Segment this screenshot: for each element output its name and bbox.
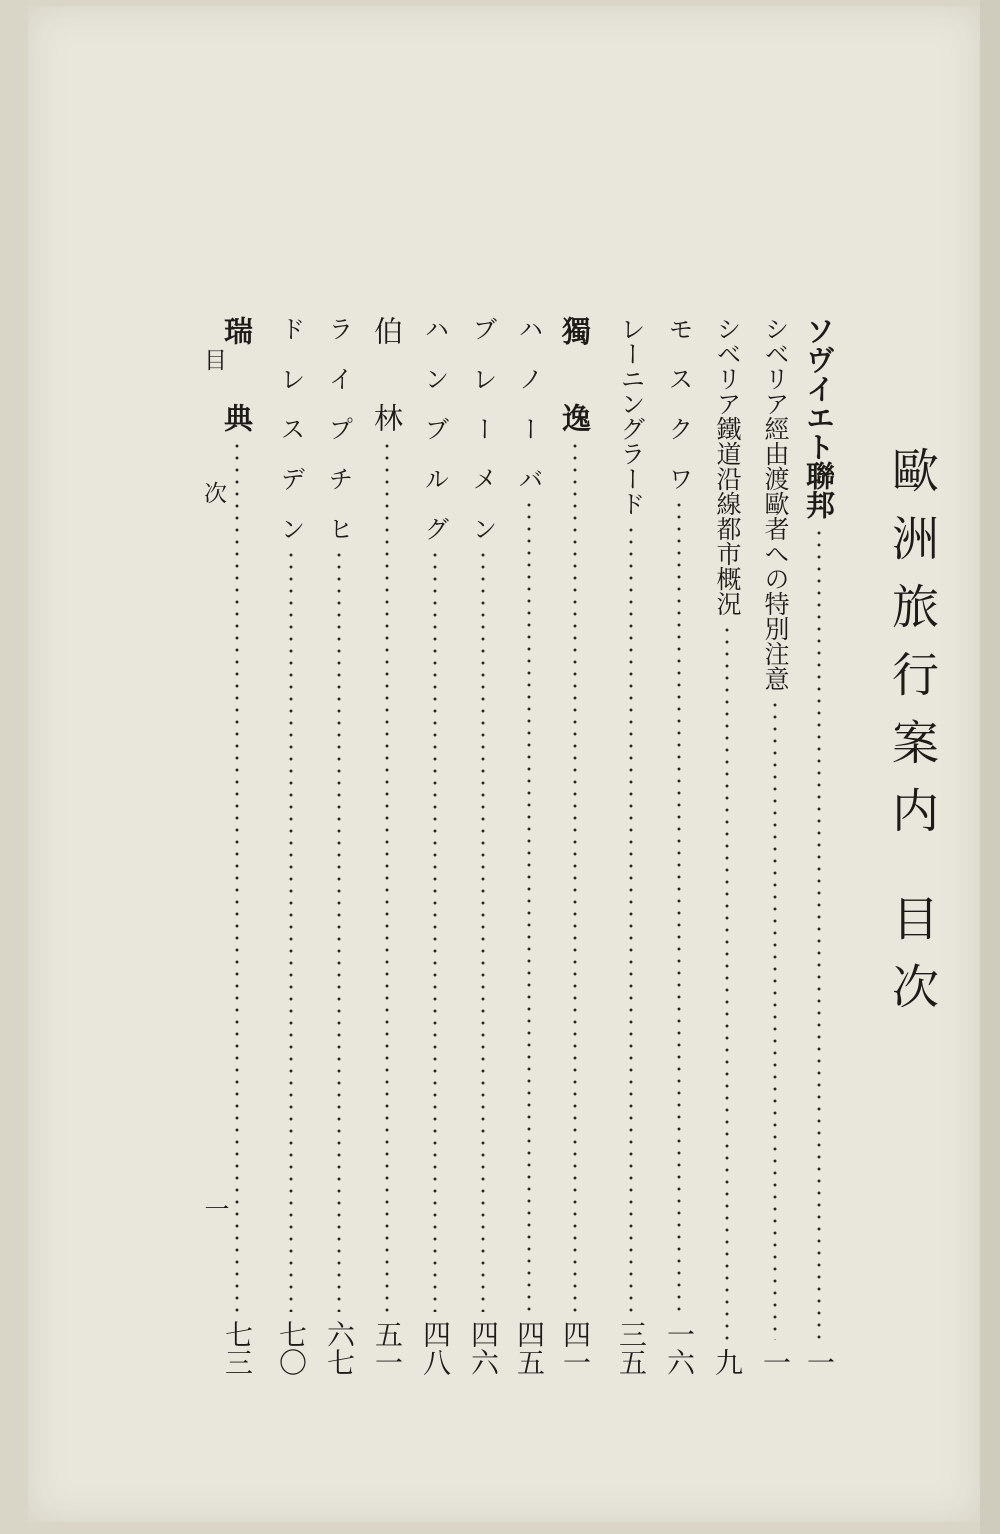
- page-edge: [980, 0, 1000, 1534]
- toc-page-number: 一: [803, 1348, 836, 1376]
- toc-page-number: 四八: [419, 1320, 452, 1376]
- toc-entry-siberia-notice[interactable]: [756, 316, 794, 1376]
- dot-leader: [629, 524, 633, 1312]
- toc-entry-soviet[interactable]: [800, 316, 838, 1376]
- dot-leader: [773, 699, 777, 1340]
- toc-entry-hannover[interactable]: [510, 316, 548, 1376]
- title-main: 歐洲旅行案内: [884, 446, 939, 854]
- toc-label: シベリア鐵道沿線都市概況: [713, 316, 742, 616]
- dot-leader: [337, 549, 341, 1312]
- toc-page-number: 六七: [323, 1320, 356, 1376]
- dot-leader: [385, 440, 389, 1312]
- toc-page-number: 九: [711, 1348, 744, 1376]
- toc-label: ラ イ プ チ ヒ: [325, 316, 354, 541]
- toc-page-number: 四五: [513, 1320, 546, 1376]
- toc-label: モ ス ク ワ: [665, 316, 694, 491]
- running-head: 目次: [200, 348, 226, 614]
- dot-leader: [527, 499, 531, 1312]
- toc-entry-moscow[interactable]: [660, 316, 698, 1376]
- page-title: [884, 446, 939, 1030]
- toc-label: ハ ン ブ ル グ: [421, 316, 450, 541]
- dot-leader: [725, 624, 729, 1340]
- toc-label: 瑞 典: [220, 316, 254, 432]
- dot-leader: [289, 549, 293, 1312]
- book-page: [28, 6, 980, 1522]
- dot-leader: [677, 499, 681, 1312]
- dot-leader: [573, 440, 577, 1312]
- toc-label: ソヴイエト聯邦: [802, 316, 836, 519]
- toc-page-number: 一六: [663, 1320, 696, 1376]
- toc-page-number: 三五: [615, 1320, 648, 1376]
- toc-entry-dresden[interactable]: [272, 316, 310, 1376]
- toc-entry-leningrad[interactable]: [612, 316, 650, 1376]
- title-sub: 目次: [884, 894, 939, 1030]
- dot-leader: [817, 527, 821, 1340]
- toc-page-number: 四六: [467, 1320, 500, 1376]
- toc-label: レーニングラード: [617, 316, 646, 516]
- toc-entry-berlin[interactable]: [368, 316, 406, 1376]
- toc-entry-germany[interactable]: [556, 316, 594, 1376]
- toc-label: 獨 逸: [558, 316, 592, 432]
- toc-page-number: 七三: [221, 1320, 254, 1376]
- toc-entry-bremen[interactable]: [464, 316, 502, 1376]
- dot-leader: [481, 549, 485, 1312]
- toc-page-number: 四一: [559, 1320, 592, 1376]
- toc-label: シベリア經由渡歐者への特別注意: [761, 316, 790, 691]
- toc-label: ド レ ス デ ン: [277, 316, 306, 541]
- folio-page-number: 一: [201, 1196, 230, 1221]
- toc-page-number: 一: [759, 1348, 792, 1376]
- toc-entry-hamburg[interactable]: [416, 316, 454, 1376]
- dot-leader: [433, 549, 437, 1312]
- toc-label: 伯 林: [370, 316, 404, 432]
- toc-entry-leipzig[interactable]: [320, 316, 358, 1376]
- dot-leader: [235, 440, 239, 1312]
- toc-label: ハ ノ ー バ: [515, 316, 544, 491]
- toc-page-number: 五一: [371, 1320, 404, 1376]
- toc-entry-siberia-cities[interactable]: [708, 316, 746, 1376]
- toc-page-number: 七〇: [275, 1320, 308, 1376]
- toc-label: ブ レ ー メ ン: [469, 316, 498, 541]
